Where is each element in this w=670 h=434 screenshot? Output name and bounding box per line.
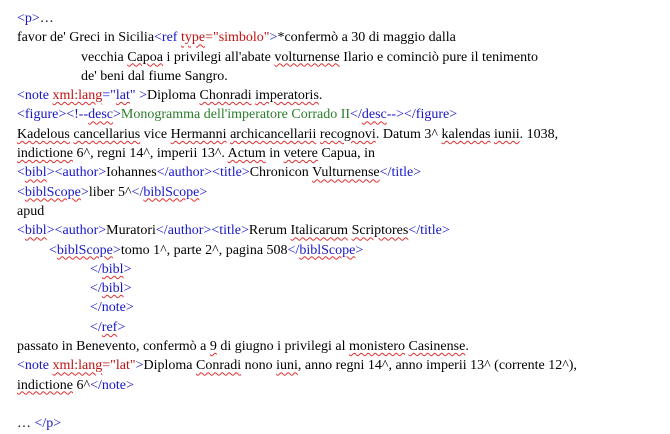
text-run: … xyxy=(39,11,54,26)
xml-markup: lat xyxy=(115,88,130,104)
text-run: de' beni dal fiume Sangro. xyxy=(81,68,228,84)
text-run: passato in Benevento, confermò a xyxy=(17,339,210,355)
doc-line xyxy=(17,279,667,298)
xml-markup: </author><title> xyxy=(155,223,249,239)
xml-markup: </ xyxy=(90,281,102,297)
text-run: vetere xyxy=(283,146,318,162)
text-run: vice xyxy=(140,126,171,142)
doc-line xyxy=(17,318,667,337)
xml-markup: " > xyxy=(129,88,148,104)
doc-line xyxy=(17,202,667,221)
xml-markup: > xyxy=(199,184,208,200)
text-run: Scriptores xyxy=(351,223,409,239)
xml-markup: < xyxy=(17,184,25,200)
xml-markup: </title> xyxy=(379,165,422,181)
text-run: Muratori xyxy=(106,223,156,239)
text-run: , anno regni 14^, anno imperii 13^ (corrente 12^), xyxy=(297,358,577,374)
xml-markup: </author><title> xyxy=(156,165,250,181)
xml-markup: > xyxy=(123,261,132,277)
text-run: Kadelous xyxy=(17,126,70,142)
xml-markup: <note xyxy=(17,358,53,374)
text-run: 6^ xyxy=(73,377,91,393)
xml-markup: </ xyxy=(90,261,102,277)
text-run: *confermò a 30 di maggio dalla xyxy=(277,30,456,46)
xml-markup: </ xyxy=(90,319,102,335)
text-run: Diploma xyxy=(143,358,197,374)
doc-line xyxy=(17,105,667,124)
xml-markup: <note xyxy=(17,88,53,104)
text-run: Diploma xyxy=(147,88,200,104)
xml-markup: </note> xyxy=(90,300,134,316)
xml-markup: > xyxy=(112,242,121,258)
doc-line xyxy=(17,337,667,356)
text-run: … xyxy=(17,416,35,432)
text-run: 9 xyxy=(209,339,217,355)
xml-markup: ><author> xyxy=(46,223,107,239)
xml-markup: > xyxy=(123,281,132,297)
text-run: volturnense xyxy=(274,49,340,65)
text-run: in xyxy=(265,146,284,162)
xml-markup: > xyxy=(113,107,121,123)
doc-line xyxy=(17,144,667,163)
xml-markup: > xyxy=(80,184,89,200)
xml-markup: <!-- xyxy=(66,107,89,123)
text-run: indictione xyxy=(17,146,73,162)
text-run: nono xyxy=(241,358,277,374)
xml-markup: > xyxy=(355,242,364,258)
xml-markup: > xyxy=(269,30,278,46)
text-run: 6^, regni 14^, imperii 13^. xyxy=(73,146,228,162)
doc-line xyxy=(17,48,667,67)
xml-markup: bibl xyxy=(24,223,47,239)
xml-markup: </ xyxy=(131,184,144,200)
text-run: favor de' Greci in Sicilia xyxy=(17,30,155,46)
doc-line xyxy=(17,163,667,182)
doc-line xyxy=(17,356,667,375)
text-run: vecchia xyxy=(81,49,128,65)
text-run: liber 5^ xyxy=(88,184,132,200)
text-run: Italicarum xyxy=(290,223,349,239)
text-run: cancellarius xyxy=(73,126,141,142)
text-run: apud xyxy=(17,203,45,219)
text-run: Capoa xyxy=(127,49,164,65)
text-run: Hermanni xyxy=(170,126,227,142)
text-run: . 1038, xyxy=(519,126,559,142)
xml-markup: --> xyxy=(386,107,404,123)
xml-markup: ><author> xyxy=(46,165,107,181)
text-run: Casinense xyxy=(408,339,466,355)
xml-markup: </title> xyxy=(408,223,450,239)
blank-line xyxy=(17,395,667,414)
doc-line xyxy=(17,86,667,105)
doc-line xyxy=(17,376,667,395)
doc-line xyxy=(17,241,667,260)
text-run: Actum xyxy=(227,146,266,162)
text-run: recognovi xyxy=(319,126,376,142)
xml-markup: < xyxy=(17,223,25,239)
doc-line xyxy=(17,298,667,317)
doc-line xyxy=(17,221,667,240)
xml-markup: <ref xyxy=(154,30,181,46)
xml-markup: </note> xyxy=(90,377,134,393)
xml-markup: </ xyxy=(350,107,362,123)
xml-markup: bibl xyxy=(24,165,47,181)
xml-markup: =" xyxy=(102,88,116,104)
xml-attribute: type xyxy=(180,30,206,46)
doc-line xyxy=(17,414,667,433)
doc-line xyxy=(17,125,667,144)
xml-markup: < xyxy=(49,242,57,258)
xml-markup: > xyxy=(117,319,126,335)
text-run: . xyxy=(318,88,323,104)
xml-markup: ref xyxy=(101,319,118,335)
doc-line xyxy=(17,183,667,202)
doc-line xyxy=(17,9,667,28)
text-run: di giugno i privilegi al xyxy=(216,339,350,355)
xml-markup: biblScope xyxy=(299,242,356,258)
text-run: Chonradi xyxy=(199,88,252,104)
xml-markup: </p> xyxy=(34,416,62,432)
xml-markup: </figure> xyxy=(404,107,458,123)
xml-markup: bibl xyxy=(101,261,124,277)
xml-markup: <figure> xyxy=(17,107,67,123)
xml-markup: bibl xyxy=(101,281,124,297)
text-run: imperatoris xyxy=(255,88,319,104)
text-run: Ilario e cominciò pure il tenimento xyxy=(339,49,538,65)
xml-attribute: xml:lang xyxy=(52,358,103,374)
xml-markup: < xyxy=(17,165,25,181)
doc-line xyxy=(17,67,667,86)
text-run: Rerum xyxy=(248,223,291,239)
xml-markup: biblScope xyxy=(143,184,200,200)
text-run: indictione xyxy=(17,377,73,393)
xml-markup: biblScope xyxy=(24,184,81,200)
xml-comment-text: Monogramma dell'imperatore Corrado II xyxy=(120,107,351,123)
text-run: Vulturnense xyxy=(312,165,380,181)
text-run: monistero xyxy=(349,339,406,355)
text-run: iunii xyxy=(494,126,520,142)
text-run: i privilegi all'abate xyxy=(163,49,275,65)
text-run: archicancellarii xyxy=(230,126,317,142)
xml-markup: </ xyxy=(287,242,300,258)
xml-markup: > xyxy=(135,358,144,374)
text-run: tomo 1^, parte 2^, pagina 508 xyxy=(120,242,288,258)
text-run: kalendas xyxy=(441,126,491,142)
xml-document xyxy=(17,9,667,434)
text-run: Iohannes xyxy=(106,165,157,181)
text-run: . xyxy=(465,339,469,355)
xml-attribute: xml:lang xyxy=(52,88,103,104)
text-run: . Datum 3^ xyxy=(375,126,442,142)
xml-attribute: ="simbolo" xyxy=(205,30,270,46)
doc-line xyxy=(17,260,667,279)
text-run: Conradi xyxy=(196,358,242,374)
xml-markup: desc xyxy=(88,107,113,123)
text-run: Chronicon xyxy=(249,165,313,181)
xml-markup: biblScope xyxy=(56,242,113,258)
xml-markup: <p> xyxy=(17,11,40,26)
text-run: Capua, in xyxy=(317,146,375,162)
doc-line xyxy=(17,28,667,47)
text-run: iuni xyxy=(276,358,298,374)
xml-markup: desc xyxy=(361,107,387,123)
xml-attribute: ="lat" xyxy=(102,358,136,374)
